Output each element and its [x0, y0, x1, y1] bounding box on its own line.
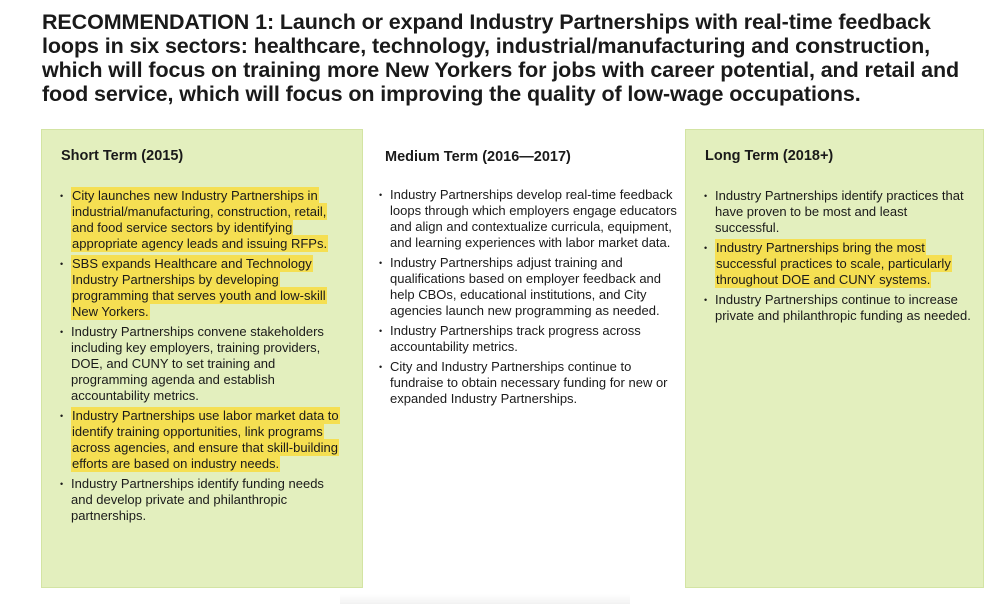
highlighted-text: City launches new Industry Partnerships in industrial/manufacturing, construction, retail, and food service sectors by identifying appropriate agency leads and issuing RFPs.	[72, 188, 328, 251]
list-item-text: Industry Partnerships convene stakeholders including key employers, training providers, DOE, and CUNY to set training and programming agenda and establish accountability metrics.	[71, 324, 324, 403]
list-item	[59, 476, 349, 524]
long-term-list	[703, 188, 973, 328]
list-item-text: Industry Partnerships identify practices that have proven to be most and least successful.	[715, 188, 964, 235]
list-item	[59, 188, 349, 252]
list-item	[703, 240, 973, 288]
list-item	[703, 188, 973, 236]
list-item	[378, 323, 678, 355]
list-item	[703, 292, 973, 324]
medium-term-column	[364, 129, 684, 588]
long-term-column	[685, 129, 984, 588]
highlighted-text: Industry Partnerships use labor market data to identify training opportunities, link programs across agencies, and ensure that skill-building efforts are based on industry needs.	[72, 408, 339, 471]
list-item-text: Industry Partnerships track progress across accountability metrics.	[390, 323, 641, 354]
list-item	[378, 359, 678, 407]
list-item	[378, 187, 678, 251]
medium-term-list	[378, 187, 678, 411]
recommendation-headline: RECOMMENDATION 1: Launch or expand Industry Partnerships with real-time feedback loops in six sectors: healthcare, technology, industrial/manufacturing and construction, which will focus on training more New Yorkers for jobs with career potential, and retail and food service, which will focus on improving the quality of low-wage occupations.	[42, 10, 960, 106]
list-item	[378, 255, 678, 319]
list-item-text: Industry Partnerships continue to increase private and philanthropic funding as needed.	[715, 292, 971, 323]
list-item-text: Industry Partnerships identify funding needs and develop private and philanthropic partnerships.	[71, 476, 324, 523]
list-item-text: Industry Partnerships develop real-time feedback loops through which employers engage educators and align and contextualize curricula, equipment, and learning experiences with labor market data.	[390, 187, 677, 250]
page-edge-shadow	[340, 594, 630, 604]
long-term-title: Long Term (2018+)	[705, 148, 834, 164]
list-item-text: City and Industry Partnerships continue to fundraise to obtain necessary funding for new or expanded Industry Partnerships.	[390, 359, 668, 406]
short-term-list	[59, 188, 349, 528]
list-item	[59, 256, 349, 320]
short-term-column	[41, 129, 363, 588]
list-item	[59, 408, 349, 472]
short-term-title: Short Term (2015)	[61, 148, 184, 164]
medium-term-title: Medium Term (2016—2017)	[385, 149, 571, 165]
highlighted-text: SBS expands Healthcare and Technology Industry Partnerships by developing programming that serves youth and low-skill New Yorkers.	[72, 256, 326, 319]
list-item	[59, 324, 349, 404]
list-item-text: Industry Partnerships adjust training and qualifications based on employer feedback and help CBOs, educational institutions, and City agencies launch new programming as needed.	[390, 255, 662, 318]
highlighted-text: Industry Partnerships bring the most successful practices to scale, particularly throughout DOE and CUNY systems.	[716, 240, 951, 287]
